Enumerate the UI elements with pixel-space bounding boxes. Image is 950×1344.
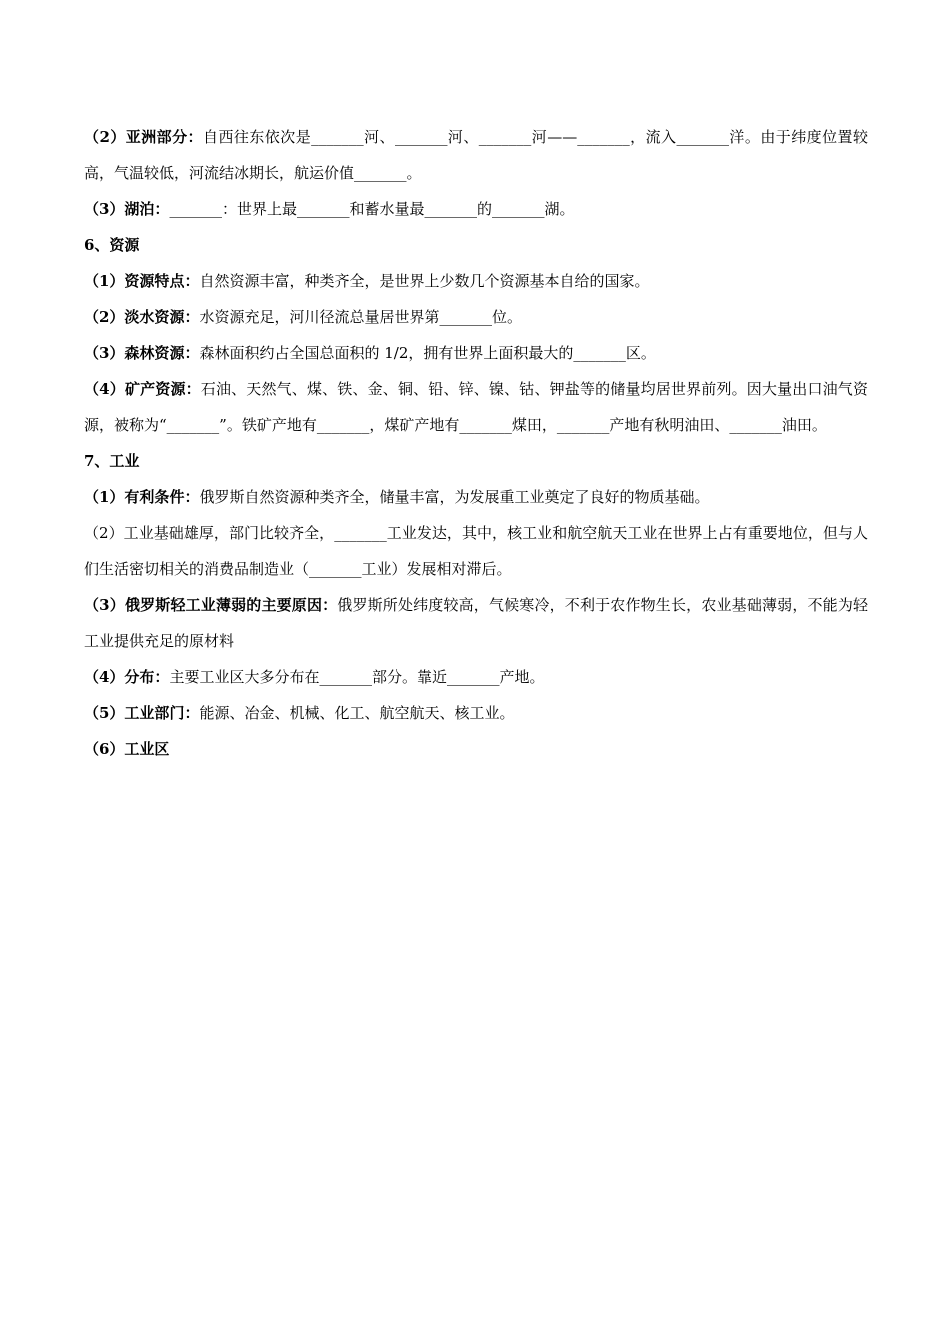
paragraph-text: 森林面积约占全国总面积的 1/2，拥有世界上面积最大的_______区。 [199,344,656,362]
paragraph-text: 主要工业区大多分布在_______部分。靠近_______产地。 [169,668,545,686]
paragraph-text: 俄罗斯所处纬度较高，气候寒冷，不利于农作物生长，农业基础薄弱，不能为轻工业提供充足的原材料 [84,596,868,650]
paragraph-text: 俄罗斯自然资源种类齐全，储量丰富，为发展重工业奠定了良好的物质基础。 [199,488,710,506]
paragraph-lead: （2）亚洲部分： [84,128,204,146]
paragraph-text: 水资源充足，河川径流总量居世界第_______位。 [199,308,522,326]
paragraph-industry-base: （2）工业基础雄厚，部门比较齐全，_______工业发达，其中，核工业和航空航天工业在世界上占有重要地位，但与人们生活密切相关的消费品制造业（_______工业）发展相对滞后。 [84,524,868,578]
paragraph-asia-rivers [84,119,868,191]
paragraph-lead: （4）分布： [84,668,170,686]
paragraph-text: _______：世界上最_______和蓄水量最_______的_______湖。 [169,200,575,218]
paragraph-text: 自西往东依次是_______河、_______河、_______河——_______，流入_______洋。由于纬度位置较高，气温较低，河流结冰期长，航运价值_______。 [84,128,868,182]
paragraph-text: 自然资源丰富，种类齐全，是世界上少数几个资源基本自给的国家。 [199,272,650,290]
paragraph-distribution [84,659,868,695]
paragraph-lead: （2）淡水资源： [84,308,200,326]
paragraph-lead: （6）工业区 [84,740,170,758]
paragraph-industry-sectors [84,695,868,731]
paragraph-forest [84,335,868,371]
paragraph-lead: （3）俄罗斯轻工业薄弱的主要原因： [84,596,338,614]
paragraph-industrial-zones [84,731,868,767]
paragraph-minerals [84,371,868,443]
paragraph-text: 石油、天然气、煤、铁、金、铜、铅、锌、镍、钴、钾盐等的储量均居世界前列。因大量出口油气资源，被称为“_______”。铁矿产地有_______，煤矿产地有_______煤田，_______产地有秋明油田、_______油田。 [84,380,868,434]
paragraph-lakes [84,191,868,227]
paragraph-favorable-conditions [84,479,868,515]
paragraph-lead: （3）湖泊： [84,200,170,218]
paragraph-light-industry-reason [84,587,868,659]
section-heading-industry: 7、工业 [84,452,140,470]
paragraph-lead: （4）矿产资源： [84,380,201,398]
paragraph-lead: （1）资源特点： [84,272,200,290]
document-body [84,119,868,767]
paragraph-freshwater [84,299,868,335]
paragraph-resource-features [84,263,868,299]
section-heading-resources: 6、资源 [84,236,140,254]
paragraph-text: 能源、冶金、机械、化工、航空航天、核工业。 [199,704,515,722]
paragraph-lead: （5）工业部门： [84,704,200,722]
paragraph-lead: （1）有利条件： [84,488,200,506]
paragraph-lead: （3）森林资源： [84,344,200,362]
